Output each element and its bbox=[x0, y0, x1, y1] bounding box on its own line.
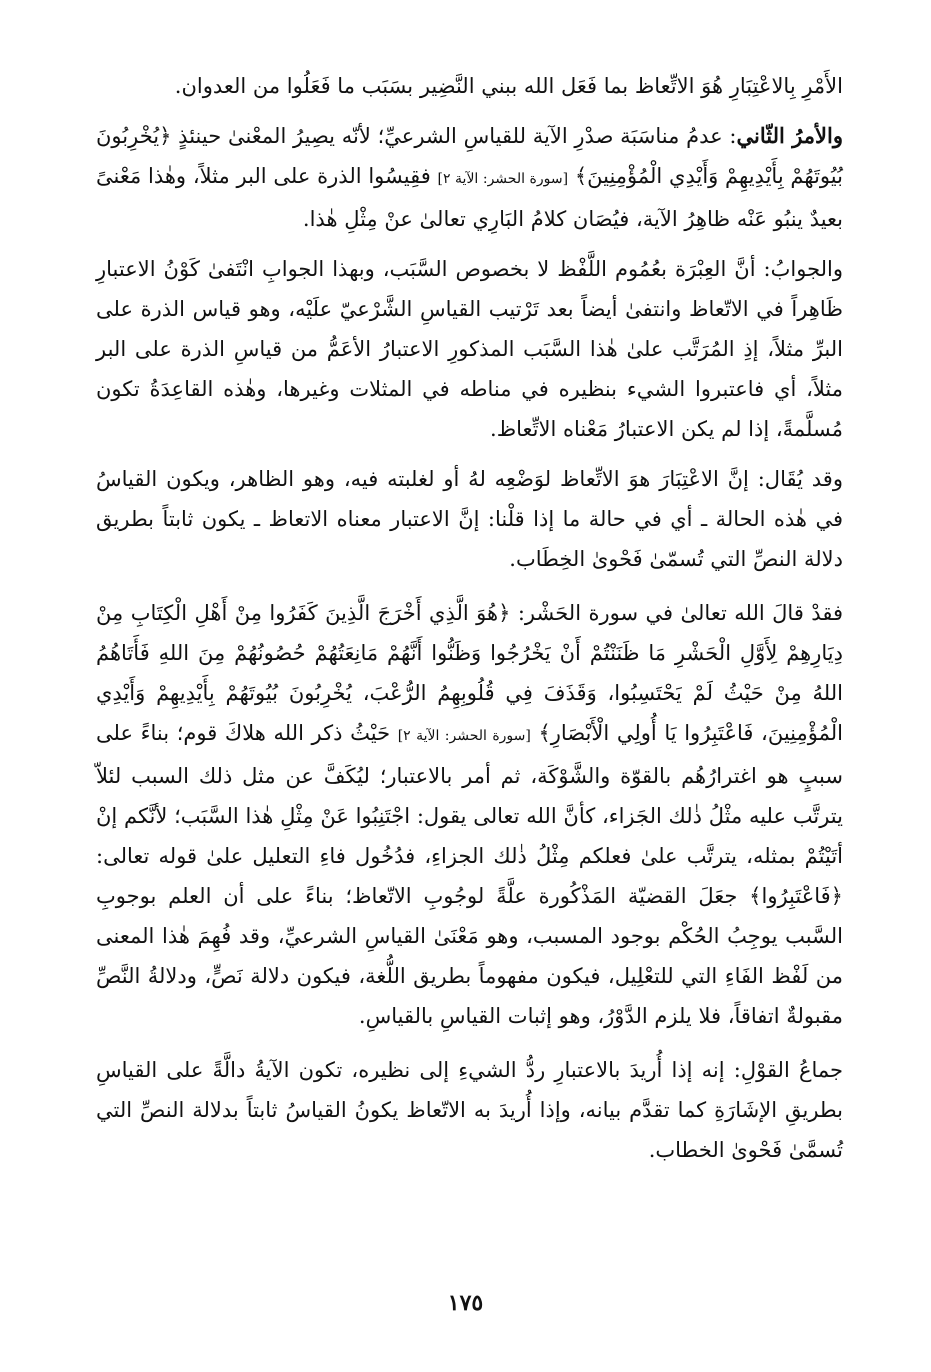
paragraph-it-is-said bbox=[96, 459, 843, 579]
paragraph-surah-hashr bbox=[96, 593, 843, 1036]
paragraph-text: فقِيسُوا الذرة على البر مثلاً، وهٰذا مَعْنىً بعيدٌ ينبُو عَنْه ظاهِرُ الآية، فيُصَان كلامُ البَارِي تعالىٰ عنْ مِثْلِ هٰذا. bbox=[96, 164, 843, 231]
paragraph-text: والجوابُ: أنَّ العِبْرَة بعُمُوم اللَّفْظ لا بخصوص السَّبَب، وبهذا الجوابِ انْتَفىٰ كَوْنُ الاعتبارِ ظَاهِراً في الاتّعاظ وانتفىٰ أيضاً بعد تَرْتيب القياسِ الشَّرْعيّ علَيْه، وهو قياس الذرة على البرِّ مثلاً، إذِ المُرَتَّب علىٰ هٰذا السَّبَب المذكورِ الاعتبارُ الأعَمُّ من قياسِ الذرة على البر مثلاً، أي فاعتبروا الشيء بنظيره في مناطه في المثلات وغيرها، وهٰذه القاعِدَةُ تكون مُسلَّمةً، إذا لم يكن الاعتبارُ مَعْناه الاتِّعاظ. bbox=[96, 257, 843, 441]
paragraph-text: : عدمُ مناسَبَة صدْرِ الآية للقياسِ الشرعيِّ؛ لأنّه يصِيرُ المعْنىٰ حينئذٍ ﴿يُخْرِبُونَ بُيُوتَهُمْ بِأَيْدِيهِمْ وَأَيْدِي الْمُؤْمِنِينَ﴾ bbox=[96, 124, 843, 188]
paragraph-text: الأَمْرِ بِالاعْتِبَارِ هُوَ الاتِّعاظ بما فَعَل الله ببني النَّضِير بسَبَب ما فَعَلُوا من العدوان. bbox=[174, 74, 843, 98]
paragraph-intro-continuation bbox=[96, 66, 843, 106]
paragraph-summary bbox=[96, 1050, 843, 1170]
page-number: ١٧٥ bbox=[447, 1290, 484, 1316]
paragraph-text: جماعُ القوْلِ: إنه إذا أُريدَ بالاعتبارِ ردُّ الشيءِ إلى نظيره، تكون الآيةُ دالَّةً على القياسِ بطريقِ الإشَارَةِ كما تقدَّم بيانه، وإذا أُريدَ به الاتّعاظ يكونُ القياسُ ثابتاً بدلالة النصِّ التي تُسمَّىٰ فَحْوىٰ الخطاب. bbox=[96, 1058, 843, 1162]
paragraph-text: حَيْثُ ذكر الله هلاكَ قوم؛ بناءً على سببٍ هو اغترارُهُم بالقوّة والشَّوْكَة، ثم أمر بالاعتبار؛ ليُكَفَّ عن مثل ذلك السبب لئلاّ يترتَّب عليه مثْلُ ذٰلك الجَزاء، كأنَّ الله تعالى يقول: اجْتَنِبُوا عَنْ مِثْلِ هٰذا السَّبَب؛ لأنَّكم إنْ أتَيْتُمْ بمثله، يترتَّب علىٰ فعلكم مِثْلُ ذٰلك الجزاءِ، فدُخُول فاءِ التعليل علىٰ قوله تعالى: ﴿فَاعْتَبِرُوا﴾ جعَلَ القضيّة المَذْكُورة علَّةً لوجُوبِ الاتّعاظ؛ بناءً على أن العلم بوجوبِ السَّبب يوجِبُ الحُكْم بوجود المسبب، وهو مَعْنَىٰ القياسِ الشرعيِّ، وقد فُهِمَ هٰذا المعنى من لَفْظ الفَاءِ التي للتعْلِيل، فيكون مفهوماً بطريق اللُّغة، فيكون دلالة نَصٍّ، ودلالةُ النَّصِّ مقبولةٌ اتفاقاً، فلا يلزم الدَّوْرُ، وهو إثبات القياسِ بالقياسِ. bbox=[96, 721, 843, 1028]
paragraph-text: وقد يُقَال: إنَّ الاعْتِبَارَ هوَ الاتِّعاظ لوَضْعِه لهُ أو لغلبته فيه، وهو الظاهر، ويكون القياسُ في هٰذه الحالة ـ أي في حالة ما إذا قلْنا: إنَّ الاعتبار معناه الاتعاظ ـ يكون ثابتاً بطريق دلالة النصِّ التي تُسمّىٰ فَحْوىٰ الخِطَاب. bbox=[96, 467, 843, 571]
paragraph-second-matter bbox=[96, 116, 843, 239]
paragraph-answer bbox=[96, 249, 843, 449]
paragraph-text: فقدْ قالَ الله تعالىٰ في سورة الحَشْر: ﴿هُوَ الَّذِي أَخْرَجَ الَّذِينَ كَفَرُوا مِنْ أَهْلِ الْكِتَابِ مِنْ دِيَارِهِمْ لِأَوَّلِ الْحَشْرِ مَا ظَنَنْتُمْ أَنْ يَخْرُجُوا وَظَنُّوا أَنَّهُمْ مَانِعَتُهُمْ حُصُونُهُمْ مِنَ اللهِ فَأَتَاهُمُ اللهُ مِنْ حَيْثُ لَمْ يَحْتَسِبُوا، وَقَذَفَ فِي قُلُوبِهِمُ الرُّعْبَ، يُخْرِبُونَ بُيُوتَهُمْ بِأَيْدِيهِمْ وَأَيْدِي الْمُؤْمِنِينَ، فَاعْتَبِرُوا يَا أُولِي الْأَبْصَارِ﴾ bbox=[96, 601, 843, 745]
quran-reference: [سورة الحشر: الآية ٢] bbox=[437, 171, 569, 187]
section-lead-term: والأمرُ الثّاني bbox=[736, 123, 843, 148]
quran-reference: [سورة الحشر: الآية ٢] bbox=[397, 728, 531, 744]
